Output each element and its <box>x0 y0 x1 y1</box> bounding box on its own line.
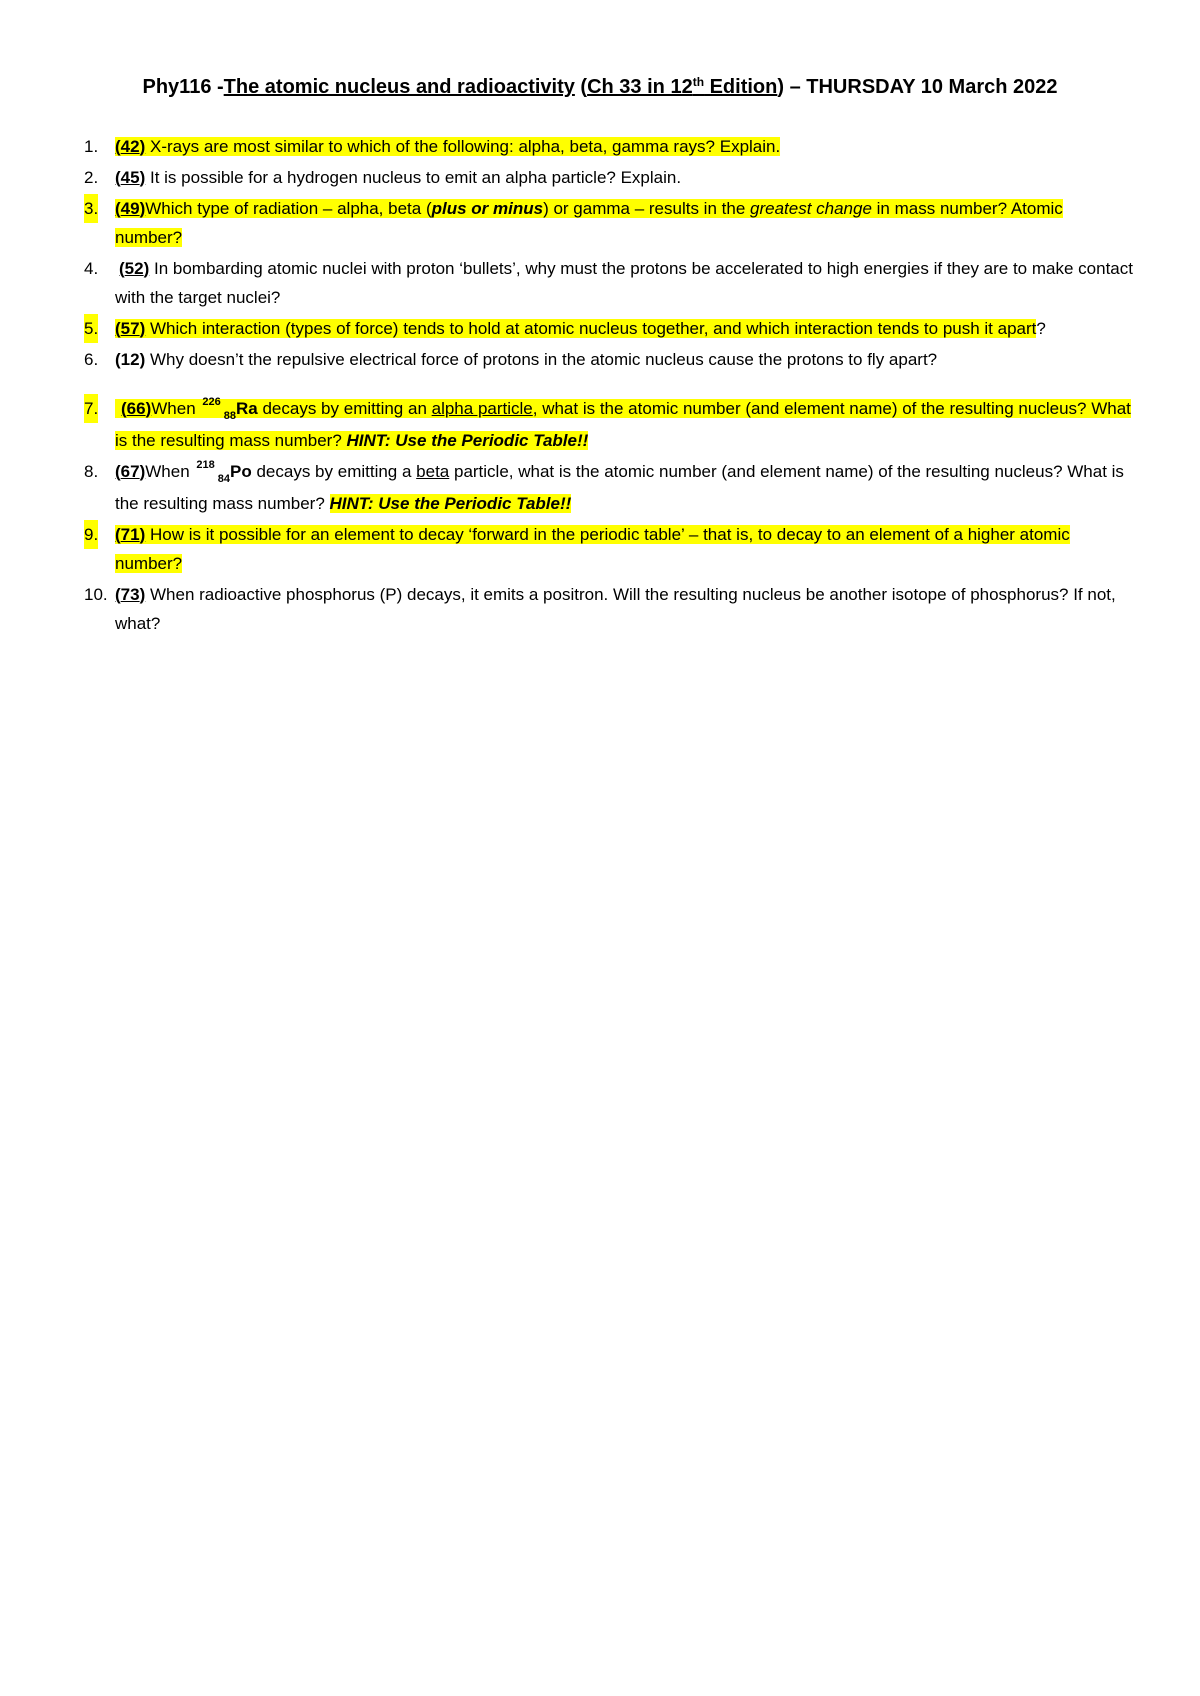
title-edition: Edition <box>704 76 778 98</box>
question-1 <box>84 132 1134 161</box>
question-text-c: in mass number? Atomic number? <box>115 199 1063 247</box>
question-lead: When <box>145 462 195 481</box>
question-emphasis-2: greatest change <box>750 199 872 218</box>
question-text: How is it possible for an element to decay ‘forward in the periodic table’ – that is, to decay to an element of a higher atomic number? <box>115 525 1070 573</box>
question-ref: (42) <box>115 137 146 156</box>
question-highlight <box>115 396 1131 450</box>
question-number: 6. <box>84 350 99 369</box>
question-6 <box>84 345 1134 374</box>
question-underlined-term: beta <box>416 462 450 481</box>
question-text-b: , what is the atomic number (and element name) of the resulting nucleus? What is the resulting mass number? <box>115 399 1131 450</box>
question-hint: HINT: Use the Periodic Table!! <box>329 494 572 513</box>
question-ref: (52) <box>119 259 150 278</box>
question-number: 4. <box>84 259 99 278</box>
question-highlight <box>115 525 1070 573</box>
question-text-b: particle, what is the atomic number (and element name) of the resulting nucleus? What is the resulting mass number? <box>115 462 1124 513</box>
question-text: When radioactive phosphorus (P) decays, it emits a positron. Will the resulting nucleus be another isotope of phosphorus? If not, what? <box>115 585 1116 633</box>
nuclide-atomic-number: 84 <box>217 473 231 485</box>
question-ref: (49) <box>115 199 146 218</box>
question-number: 2. <box>84 168 99 187</box>
question-number: 9. <box>84 520 98 549</box>
question-text-a: Which type of radiation – alpha, beta ( <box>145 199 432 218</box>
question-ref: (45) <box>115 168 146 187</box>
question-ref: (57) <box>115 319 146 338</box>
question-text-a: decays by emitting an <box>257 399 432 418</box>
page-title <box>0 76 1200 99</box>
question-number: 10. <box>84 585 108 604</box>
question-5 <box>84 314 1134 343</box>
title-chapter-text: Ch 33 in 12 <box>587 76 693 98</box>
question-8 <box>84 457 1134 518</box>
nuclide-symbol: Ra <box>236 399 258 418</box>
question-text-b: ? <box>1036 319 1046 338</box>
question-7 <box>84 394 1134 455</box>
question-ref: (12) <box>115 350 146 369</box>
question-3 <box>84 194 1134 252</box>
title-prefix: Phy116 - <box>142 76 224 98</box>
nuclide-notation <box>200 394 257 426</box>
title-topic: The atomic nucleus and radioactivity <box>223 76 575 98</box>
question-10 <box>84 580 1134 638</box>
question-text: In bombarding atomic nuclei with proton ‘bullets’, why must the protons be accelerated to high energies if they are to make contact with the target nuclei? <box>115 259 1133 307</box>
question-2 <box>84 163 1134 192</box>
question-9 <box>84 520 1134 578</box>
question-text: X-rays are most similar to which of the following: alpha, beta, gamma rays? Explain. <box>145 137 781 156</box>
title-chapter <box>587 76 777 98</box>
nuclide-symbol: Po <box>230 462 252 481</box>
question-text-b: ) or gamma – results in the <box>543 199 750 218</box>
nuclide-mass-number: 218 <box>196 459 215 471</box>
title-open-paren: ( <box>574 76 588 98</box>
question-text: It is possible for a hydrogen nucleus to emit an alpha particle? Explain. <box>145 168 682 187</box>
question-number: 1. <box>84 137 99 156</box>
question-list <box>84 132 1134 640</box>
question-emphasis-1: plus or minus <box>431 199 544 218</box>
question-text-a: decays by emitting a <box>251 462 417 481</box>
title-superscript: th <box>692 75 705 89</box>
question-text: Why doesn’t the repulsive electrical force of protons in the atomic nucleus cause the protons to fly apart? <box>145 350 938 369</box>
question-ref: (73) <box>115 585 146 604</box>
question-highlight <box>115 137 780 156</box>
title-suffix: – THURSDAY 10 March 2022 <box>784 76 1058 98</box>
question-number: 3. <box>84 194 98 223</box>
question-ref: (66) <box>121 399 152 418</box>
question-highlight <box>115 199 1063 247</box>
question-number: 8. <box>84 462 99 481</box>
title-close-paren: ) <box>777 76 785 98</box>
question-lead: When <box>151 399 201 418</box>
nuclide-notation <box>194 457 251 489</box>
question-ref: (67) <box>115 462 146 481</box>
question-number: 5. <box>84 314 98 343</box>
question-underlined-term: alpha particle <box>431 399 533 418</box>
question-4 <box>84 254 1134 312</box>
question-number: 7. <box>84 394 98 423</box>
question-ref: (71) <box>115 525 146 544</box>
question-highlight <box>115 319 1036 338</box>
nuclide-mass-number: 226 <box>202 396 221 408</box>
question-hint: HINT: Use the Periodic Table!! <box>346 431 589 450</box>
question-text-a: Which interaction (types of force) tends to hold at atomic nucleus together, and which interaction tends to push it apart <box>145 319 1037 338</box>
nuclide-atomic-number: 88 <box>223 410 237 422</box>
